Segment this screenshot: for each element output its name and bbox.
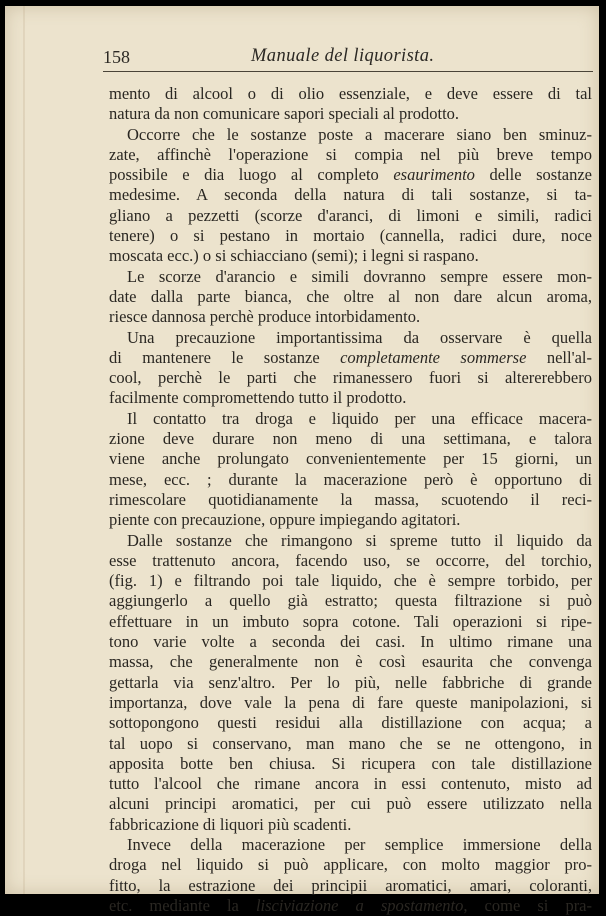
text-line [109,409,592,429]
text-segment: Invece della macerazione per semplice immersione della [127,834,592,854]
text-line [109,368,592,388]
text-segment: Il contatto tra droga e liquido per una efficace macera- [127,408,592,428]
book-page [5,6,599,915]
body-text [109,84,592,916]
text-line [109,632,592,652]
text-line [109,125,592,145]
text-line [109,328,592,348]
italic-term: lisciviazione a spostamento [255,895,464,915]
text-segment: importanza, dove vale la pena di fare queste manipolazioni, si [109,692,592,712]
text-line [109,571,592,591]
text-segment: gettarla via senz'altro. Per lo più, nelle fabbriche di grande [109,672,592,692]
text-segment: moscata ecc.) o si schiacciano (semi); i legni si raspano. [109,246,479,266]
text-segment: facilmente compromettendo tutto il prodotto. [109,388,407,408]
text-line [109,551,592,571]
text-segment: esse trattenuto ancora, facendo uso, se occorre, del torchio, [109,550,592,570]
text-segment: Una precauzione importantissima da osservare è quella [127,327,592,347]
text-segment: tenere) o si pestano in mortaio (cannella, radici dure, noce [109,226,592,246]
text-line [109,307,592,327]
text-segment: etc. mediante la [109,895,256,915]
text-line [109,693,592,713]
text-line [109,531,592,551]
text-line [109,612,592,632]
text-segment: gliano a pezzetti (scorze d'aranci, di limoni e simili, radici [109,205,592,225]
text-segment: alcuni principi aromatici, per cui può essere utilizzato nella [109,794,592,814]
text-segment: Occorre che le sostanze poste a macerare siano ben sminuz- [127,124,592,144]
text-segment: fabbricazione di liquori più scadenti. [109,814,352,834]
text-segment: apposita botte ben chiusa. Si ricupera con tale distillazione [109,753,592,773]
italic-term: completamente sommerse [340,347,527,367]
text-segment: viene anche prolungato convenientemente per 15 giorni, un [109,449,592,469]
text-line [109,348,592,368]
text-segment: effettuare in un imbuto sopra cotone. Tali operazioni si ripe- [109,611,592,631]
text-line [109,734,592,754]
text-line [109,591,592,611]
text-segment: massa, che generalmente non è così esaurita che convenga [109,652,592,672]
text-line [109,388,592,408]
italic-term: esaurimento [393,165,475,185]
text-line [109,713,592,733]
text-segment: mese, ecc. ; durante la macerazione però è opportuno di [109,469,592,489]
text-segment: date dalla parte bianca, che oltre al non dare alcun aroma, [109,286,592,306]
page-header [103,43,593,72]
text-line [109,510,592,530]
text-segment: Dalle sostanze che rimangono si spreme tutto il liquido da [127,530,592,550]
text-segment: riesce dannosa perchè produce intorbidamento. [109,307,421,327]
page-fold-shadow [23,6,25,894]
text-line [109,794,592,814]
text-line [109,206,592,226]
text-segment: , come si pra- [463,895,593,915]
text-line [109,896,592,916]
text-line [109,104,592,124]
text-line [109,815,592,835]
running-title: Manuale del liquorista. [251,46,435,66]
text-segment: rimescolare quotidianamente la massa, scuotendo il reci- [109,489,592,509]
text-segment: tutto l'alcool che rimane ancora in essi contenuto, misto ad [109,774,592,794]
text-line [109,774,592,794]
text-segment: nell'al- [526,347,592,367]
text-segment: mento di alcool o di olio essenziale, e deve essere di tal [109,84,592,103]
text-segment: cool, perchè le parti che rimanessero fuori si altererebbero [109,368,592,388]
text-segment: droga nel liquido si può applicare, con molto maggior pro- [109,855,592,875]
text-segment: fitto, la estrazione dei principii aromatici, amari, coloranti, [109,875,592,895]
text-line [109,470,592,490]
text-line [109,490,592,510]
text-line [109,754,592,774]
text-line [109,267,592,287]
text-segment: Le scorze d'arancio e simili dovranno sempre essere mon- [127,266,592,286]
text-segment: possibile e dia luogo al completo [109,165,394,185]
page-number: 158 [103,47,130,67]
text-segment: sottopongono questi residui alla distillazione con acqua; a [109,713,592,733]
text-line [109,673,592,693]
text-segment: di mantenere le sostanze [109,347,341,367]
text-line [109,226,592,246]
text-line [109,185,592,205]
text-line [109,652,592,672]
text-segment: aggiungerlo a quello già estratto; questa filtrazione si può [109,591,592,611]
text-segment: piente con precauzione, oppure impiegando agitatori. [109,510,461,530]
text-line [109,84,592,104]
text-line [109,876,592,896]
text-line [109,855,592,875]
text-line [109,429,592,449]
text-segment: zate, affinchè l'operazione si compia nel più breve tempo [109,144,592,164]
text-segment: tono varie volte a seconda dei casi. In ultimo rimane una [109,632,592,652]
text-line [109,165,592,185]
text-segment: (fig. 1) e filtrando poi tale liquido, che è sempre torbido, per [109,571,592,591]
text-segment: tal uopo si conservano, man mano che se ne ottengono, in [109,733,592,753]
text-segment: delle sostanze [474,165,593,185]
text-line [109,246,592,266]
text-segment: natura da non comunicare sapori speciali al prodotto. [109,104,460,124]
text-segment: zione deve durare non meno di una settimana, e talora [109,429,592,449]
text-line [109,145,592,165]
text-segment: medesime. A seconda della natura di tali sostanze, si ta- [109,185,592,205]
text-line [109,449,592,469]
text-line [109,287,592,307]
text-line [109,835,592,855]
